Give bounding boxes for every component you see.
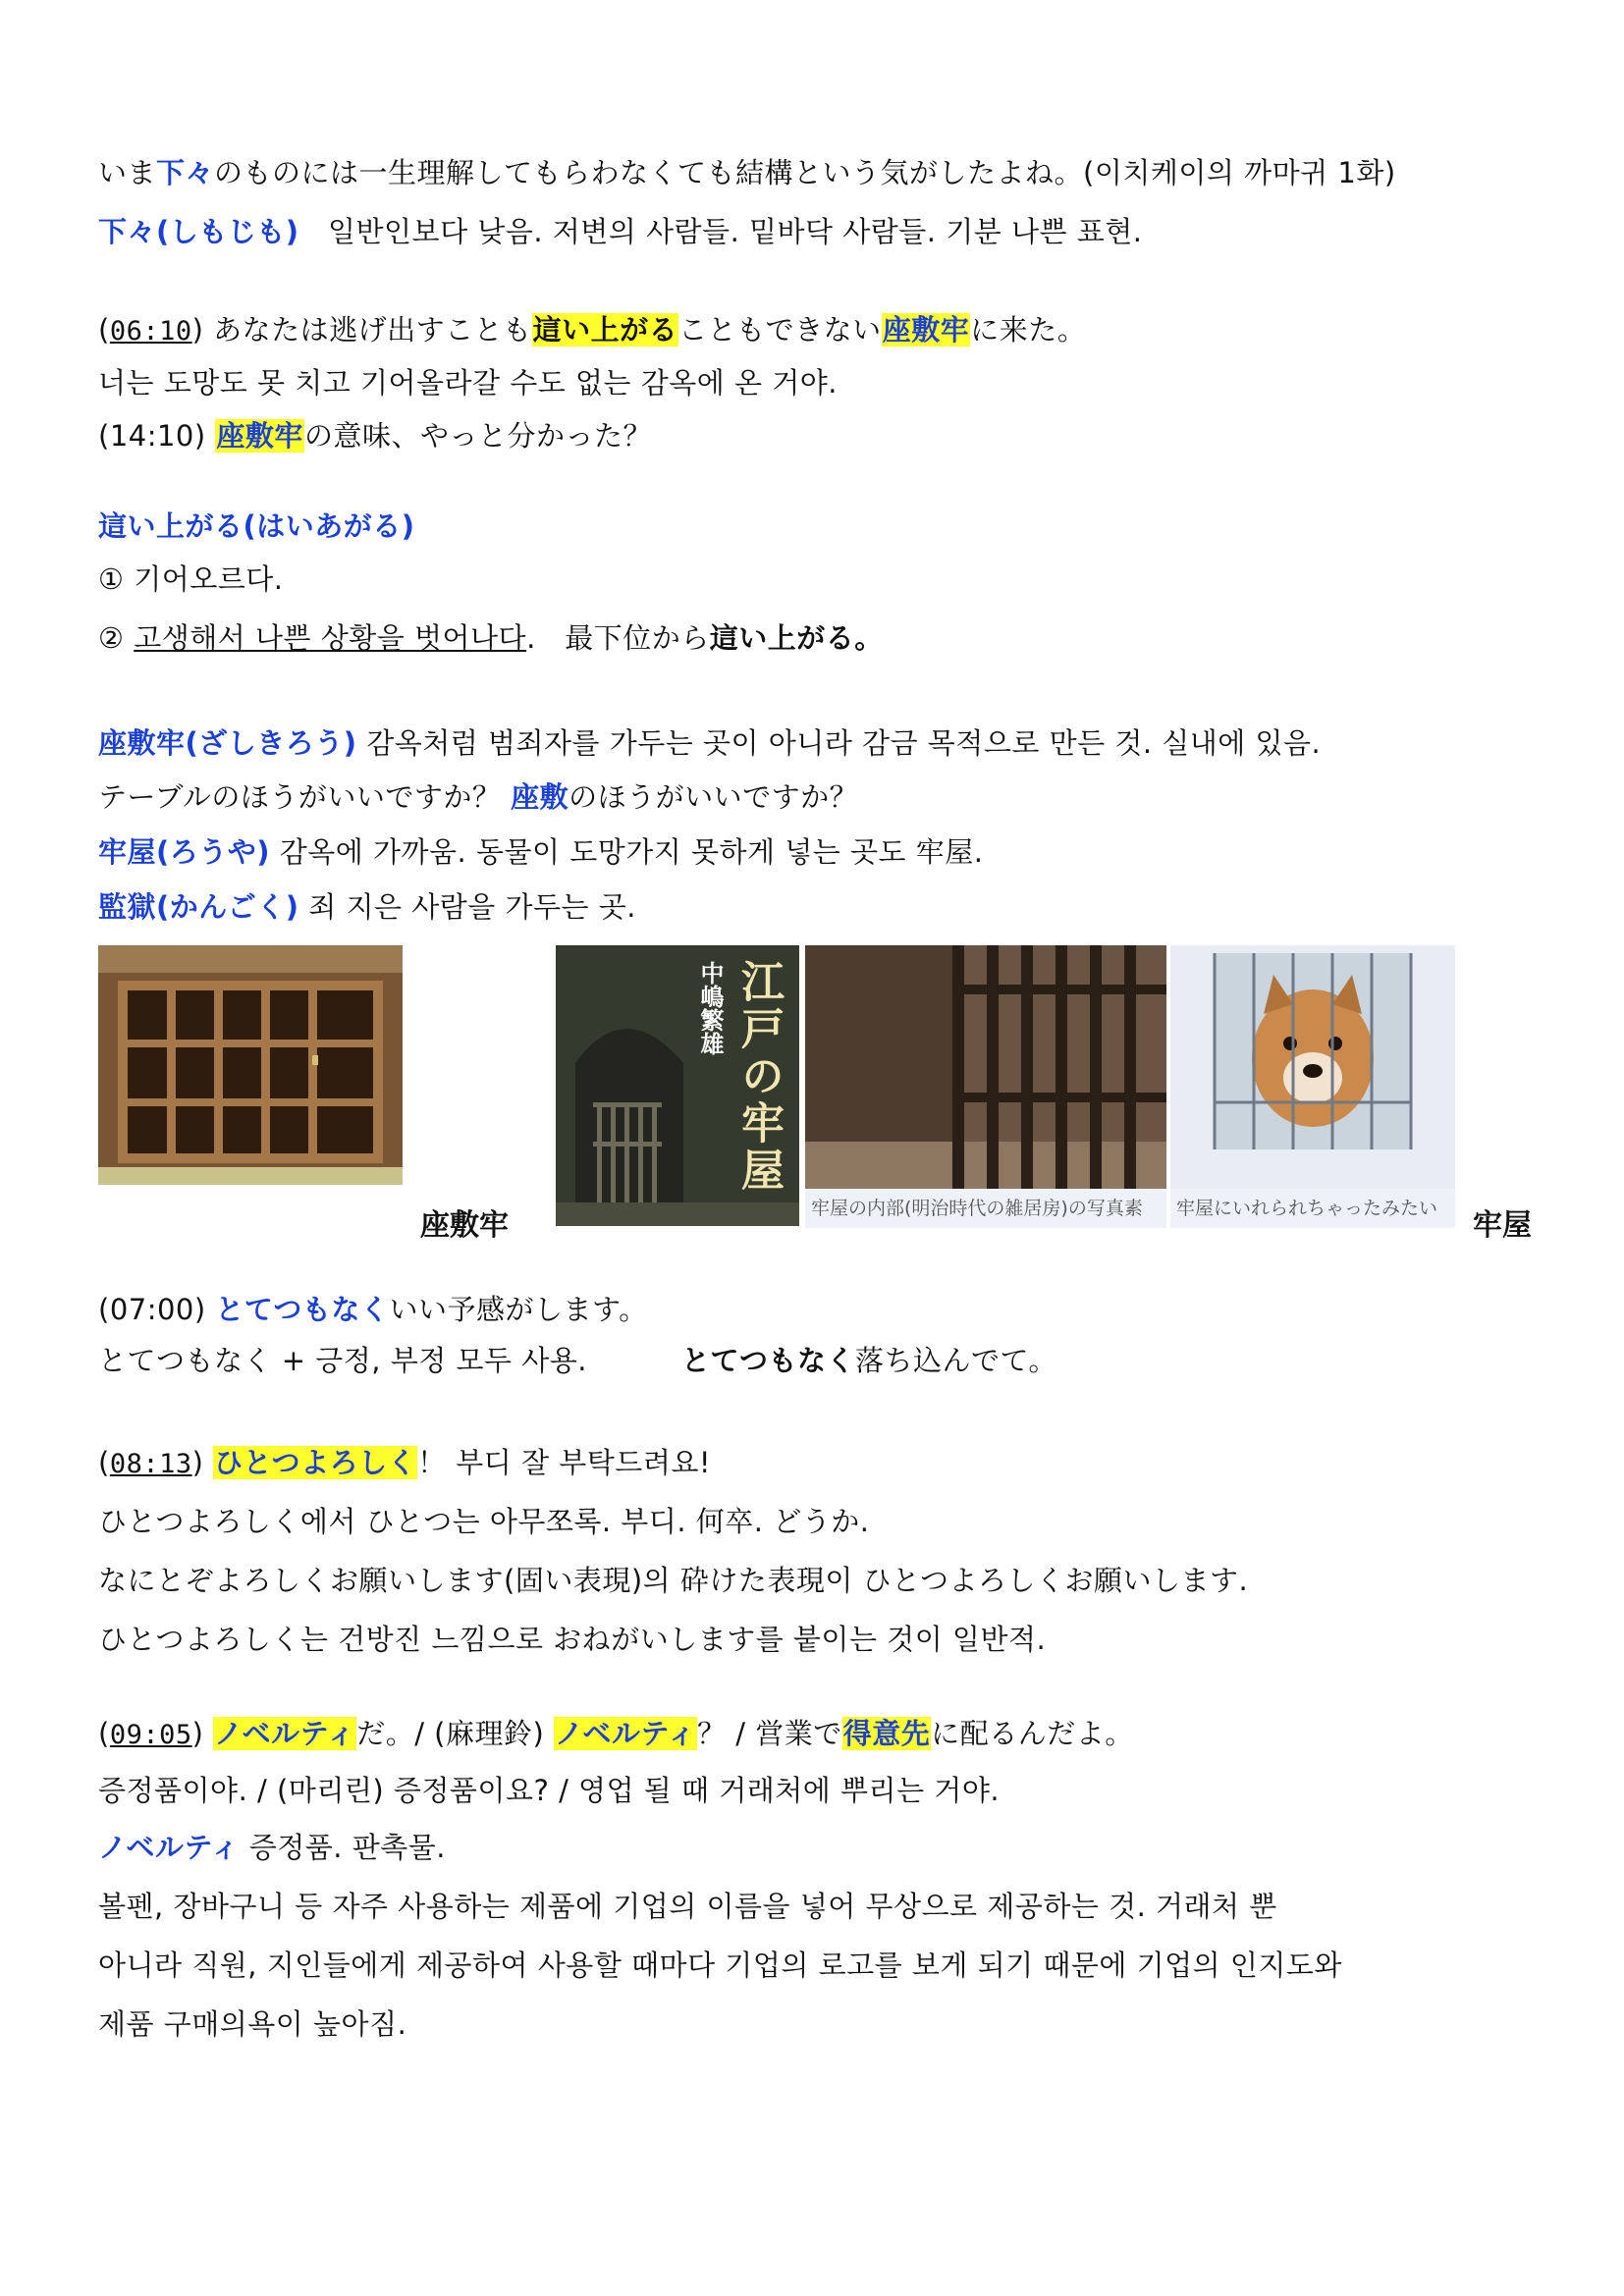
text: . 最下位から [526, 621, 710, 655]
book-cover-image [556, 945, 799, 1226]
bold-text: とてつもなく [680, 1344, 855, 1377]
definition: 일반인보다 낮음. 저변의 사람들. 밑바닥 사람들. 기분 나쁜 표현. [298, 215, 1143, 248]
bold-text: 這い上がる。 [709, 621, 884, 655]
term-heading: 座敷牢(ざしきろう) [98, 726, 357, 760]
s7-line5: 아니라 직원, 지인들에게 제공하여 사용할 때마다 기업의 로고를 보게 되기 때문에 기업의 인지도와 [98, 1949, 1342, 1982]
text: のほうがいいですか？ [568, 780, 859, 814]
definition: 죄 지은 사람을 가두는 곳. [298, 890, 636, 924]
highlight: 這い上がる [532, 313, 678, 347]
term-heading: 監獄(かんごく) [98, 890, 299, 924]
s1-line1 [98, 153, 1396, 192]
keyword: 下々 [156, 156, 215, 189]
book-title: 江戸の牢屋 [733, 959, 784, 1195]
term-heading: 牢屋(ろうや) [98, 835, 271, 869]
image-label-roya: 牢屋 [1473, 1208, 1532, 1243]
s2-line2: 너는 도망도 못 치고 기어올라갈 수도 없는 감옥에 온 거야. [98, 366, 839, 400]
jail-bars-image [805, 945, 1166, 1189]
timestamp: 08:13 [109, 1449, 192, 1479]
s6-line2: ひとつよろしく에서 ひとつ는 아무쪼록. 부디. 何卒. どうか. [98, 1505, 870, 1538]
text: いい予感がします。 [389, 1293, 648, 1326]
text: ② [98, 621, 135, 655]
s2-line3 [98, 416, 652, 455]
prison-interior-photo [805, 945, 1166, 1228]
text: ( [98, 313, 110, 347]
term-heading: ノベルティ [98, 1831, 241, 1864]
text: とてつもなく + 긍정, 부정 모두 사용. [98, 1344, 587, 1377]
text: だ。/ (麻理鈴) [356, 1717, 555, 1750]
text: ( [98, 1446, 110, 1479]
image-label-zashikiro: 座敷牢 [420, 1208, 509, 1243]
image-caption: 牢屋の内部(明治時代の雑居房)の写真素 [805, 1189, 1166, 1228]
s3-item2 [98, 618, 884, 658]
highlight: ノベルティ [555, 1717, 697, 1750]
s7-line4: 볼펜, 장바구니 등 자주 사용하는 제품에 기업의 이름을 넣어 무상으로 제공하는 것. 거래처 뿐 [98, 1890, 1277, 1923]
highlight: ノベルティ [214, 1717, 356, 1750]
s3-heading: 這い上がる(はいあがる) [98, 509, 415, 543]
s6-line4: ひとつよろしく는 건방진 느낌으로 おねがいします를 붙이는 것이 일반적. [98, 1623, 1047, 1656]
text: いま [98, 156, 157, 189]
definition: 감옥에 가까움. 동물이 도망가지 못하게 넣는 곳도 牢屋. [270, 835, 984, 869]
s7-line1 [98, 1714, 1134, 1755]
s5-line1 [98, 1290, 648, 1329]
timestamp: 06:10 [109, 316, 192, 347]
s7-line6: 제품 구매의욕이 높아짐. [98, 2007, 407, 2041]
zashikiro-photo [98, 945, 403, 1185]
wooden-lattice-image [98, 945, 403, 1185]
timestamp: 09:05 [109, 1720, 192, 1750]
text: 落ち込んでて。 [854, 1344, 1057, 1377]
term-heading: 下々(しもじも) [98, 215, 299, 248]
book-author: 中嶋繁雄 [696, 961, 725, 1055]
text: ) あなたは逃げ出すことも [191, 313, 532, 347]
text: (07:00) [98, 1293, 216, 1326]
text: のものには一生理解してもらわなくても結構という気がしたよね。(이치케이의 까마귀 1화) [214, 156, 1396, 189]
s1-line2 [98, 212, 1143, 251]
s7-line2: 증정품이야. / (마리린) 증정품이요? / 영업 될 때 거래처에 뿌리는 거야. [98, 1774, 1001, 1807]
text: の意味、やっと分かった？ [303, 419, 652, 453]
text: こともできない [678, 313, 882, 347]
s3-item1: ① 기어오르다. [98, 562, 284, 596]
text: ) [191, 1717, 214, 1750]
s4-line2 [98, 777, 858, 817]
dog-in-cage-image [1170, 945, 1455, 1189]
underlined-text: 고생해서 나쁜 상황을 벗어나다 [134, 621, 527, 655]
s4-line4 [98, 887, 636, 927]
text: に来た。 [970, 313, 1087, 347]
highlight: 座敷牢 [882, 313, 970, 347]
s2-line1 [98, 310, 1086, 351]
keyword: とてつもなく [215, 1293, 390, 1326]
text: ！ 부디 잘 부탁드려요! [417, 1446, 711, 1479]
image-caption: 牢屋にいれられちゃったみたい [1170, 1189, 1455, 1228]
highlight: ひとつよろしく [214, 1446, 417, 1479]
s7-line3 [98, 1828, 446, 1867]
highlight: 座敷牢 [216, 419, 303, 453]
s6-line3: なにとぞよろしくお願いします(固い表現)의 砕けた表現이 ひとつよろしくお願いします. [98, 1564, 1249, 1597]
text: テーブルのほうがいいですか？ [98, 780, 512, 814]
s4-line3 [98, 832, 983, 872]
definition: 증정품. 판촉물. [240, 1831, 446, 1864]
text: ( [98, 1717, 110, 1750]
text: ？ / 営業で [697, 1717, 842, 1750]
highlight: 得意先 [842, 1717, 931, 1750]
definition: 감옥처럼 범죄자를 가두는 곳이 아니라 감금 목적으로 만든 것. 실내에 있음. [356, 726, 1322, 760]
text: に配るんだよ。 [931, 1717, 1134, 1750]
s4-line1 [98, 723, 1321, 763]
text: ) [191, 1446, 214, 1479]
s6-line1 [98, 1443, 711, 1484]
s5-line2 [98, 1341, 1057, 1380]
text: (14:10) [98, 419, 216, 453]
keyword: 座敷 [511, 780, 569, 814]
dog-photo [1170, 945, 1455, 1228]
